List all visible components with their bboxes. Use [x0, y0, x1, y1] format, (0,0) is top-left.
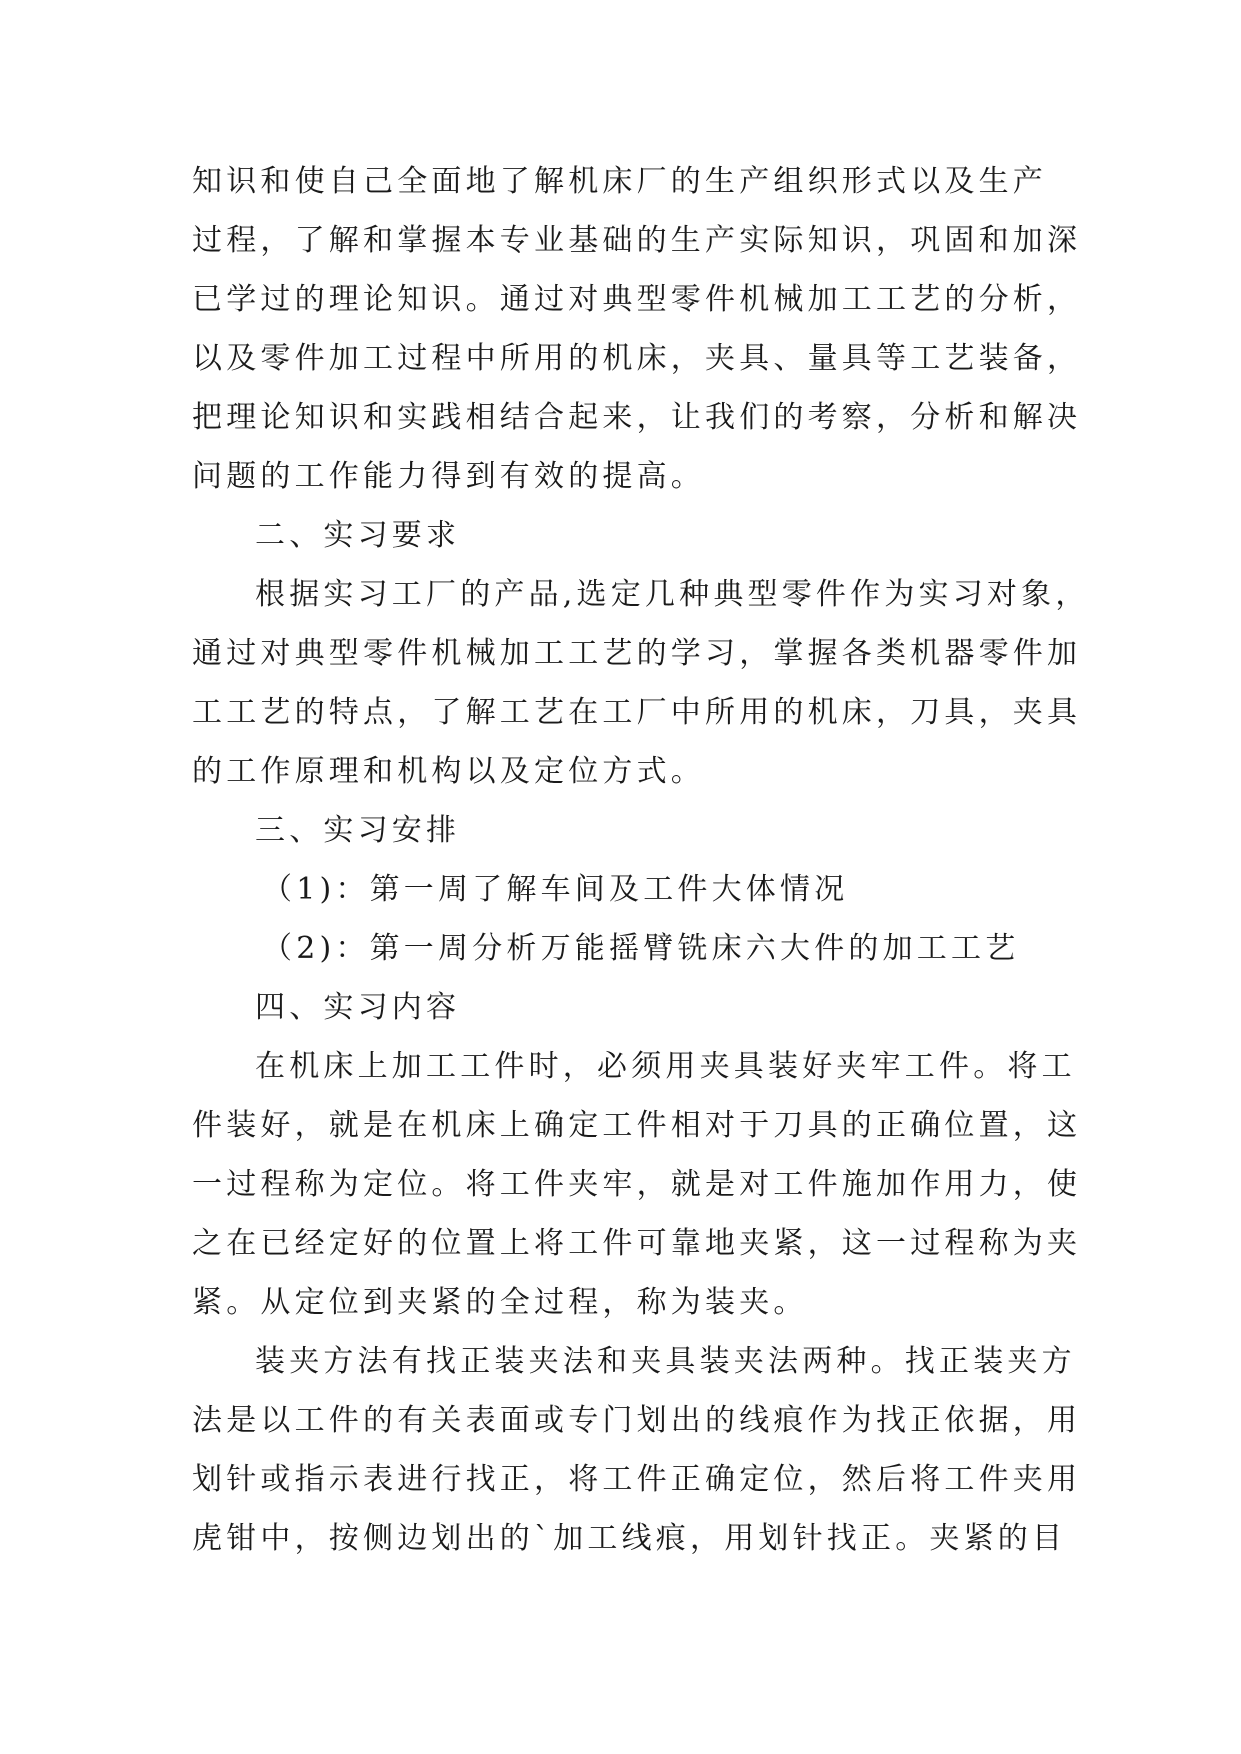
- paragraph-line: 过程，了解和掌握本专业基础的生产实际知识，巩固和加深: [192, 223, 1082, 258]
- section-heading-schedule: 三、实习安排: [255, 813, 461, 848]
- document-body: [192, 152, 1090, 1568]
- schedule-item: （2)：第一周分析万能摇臂铣床六大件的加工工艺: [262, 931, 1020, 966]
- paragraph-line: 的工作原理和机构以及定位方式。: [192, 754, 705, 789]
- paragraph-line: 工工艺的特点，了解工艺在工厂中所用的机床，刀具，夹具: [192, 695, 1082, 730]
- paragraph-line: 紧。从定位到夹紧的全过程，称为装夹。: [192, 1285, 808, 1320]
- paragraph-line: 装夹方法有找正装夹法和夹具装夹法两种。找正装夹方: [255, 1344, 1076, 1379]
- paragraph-line: 知识和使自己全面地了解机床厂的生产组织形式以及生产: [192, 164, 1047, 199]
- paragraph-line: 一过程称为定位。将工件夹牢，就是对工件施加作用力，使: [192, 1167, 1082, 1202]
- paragraph-line: 之在已经定好的位置上将工件可靠地夹紧，这一过程称为夹: [192, 1226, 1082, 1261]
- paragraph-line: 把理论知识和实践相结合起来，让我们的考察，分析和解决: [192, 400, 1082, 435]
- section-heading-requirements: 二、实习要求: [255, 518, 461, 553]
- paragraph-line: 法是以工件的有关表面或专门划出的线痕作为找正依据，用: [192, 1403, 1082, 1438]
- paragraph-line: 以及零件加工过程中所用的机床，夹具、量具等工艺装备，: [192, 341, 1082, 376]
- paragraph-line: 在机床上加工工件时，必须用夹具装好夹牢工件。将工: [255, 1049, 1076, 1084]
- paragraph-line: 问题的工作能力得到有效的提高。: [192, 459, 705, 494]
- paragraph-line: 根据实习工厂的产品,选定几种典型零件作为实习对象，: [255, 577, 1090, 612]
- paragraph-line: 已学过的理论知识。通过对典型零件机械加工工艺的分析，: [192, 282, 1082, 317]
- section-heading-content: 四、实习内容: [255, 990, 461, 1025]
- paragraph-line: 件装好，就是在机床上确定工件相对于刀具的正确位置，这: [192, 1108, 1082, 1143]
- schedule-item: （1)：第一周了解车间及工件大体情况: [262, 872, 849, 907]
- paragraph-line: 通过对典型零件机械加工工艺的学习，掌握各类机器零件加: [192, 636, 1082, 671]
- paragraph-line: 划针或指示表进行找正，将工件正确定位，然后将工件夹用: [192, 1462, 1082, 1497]
- paragraph-line: 虎钳中，按侧边划出的`加工线痕，用划针找正。夹紧的目: [192, 1521, 1067, 1556]
